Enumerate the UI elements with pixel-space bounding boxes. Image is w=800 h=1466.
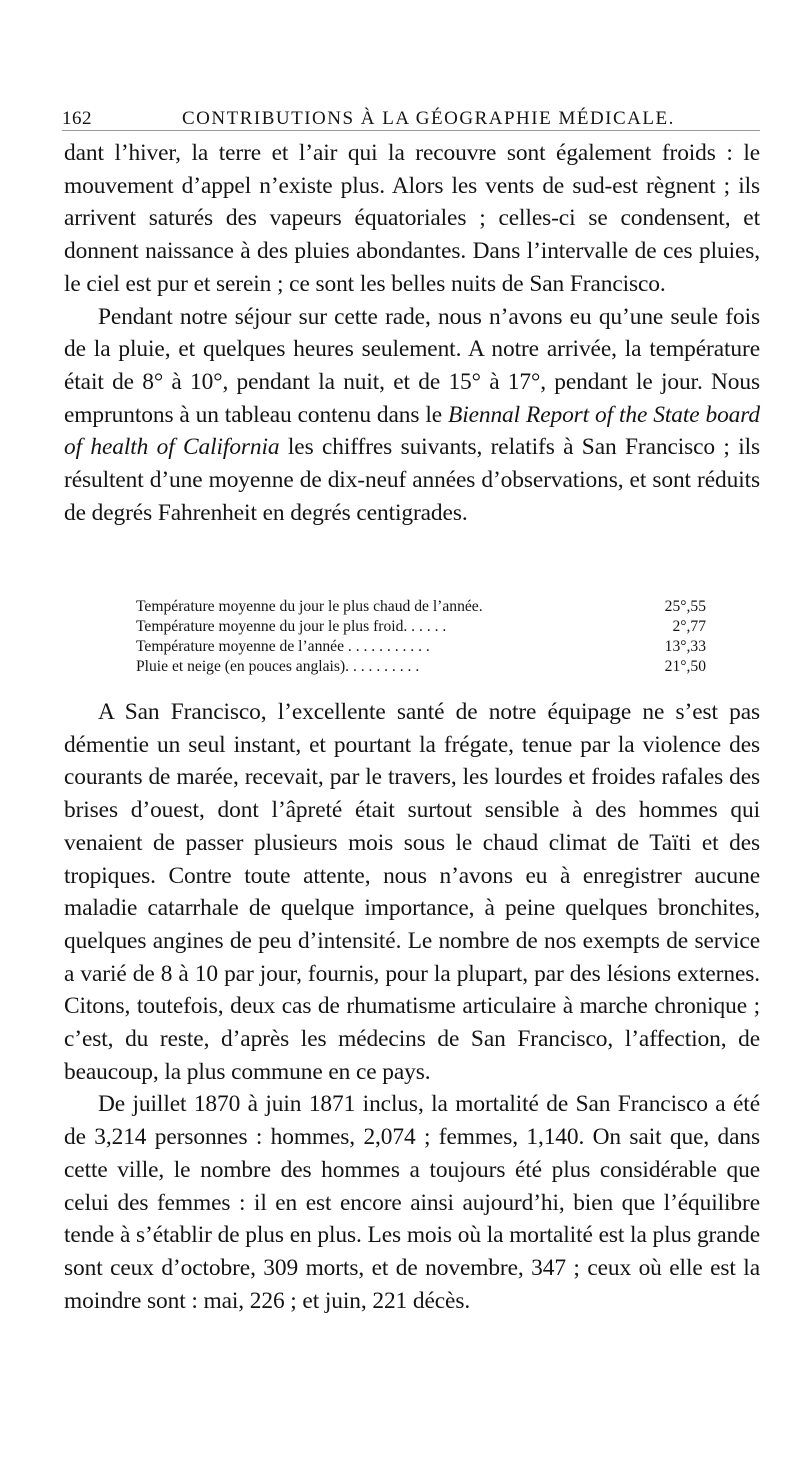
paragraph: dant l’hiver, la terre et l’air qui la recouvre sont également froids : le mouvement d’appel n’existe plus. Alors les vents de sud-est règnent ; ils arrivent saturés des vapeurs équatoriales ; celles-ci se condensent, et donnent naissance à des pluies abondantes. Dans l’intervalle de ces pluies, le ciel est pur et serein ; ce sont les belles nuits de San Francisco. xyxy=(64,140,760,297)
header-rule xyxy=(62,130,760,131)
table-row xyxy=(136,657,706,677)
row-label: Température moyenne du jour le plus chaud de l’année. xyxy=(136,598,483,615)
climate-table xyxy=(136,597,706,677)
row-value: 25°,55 xyxy=(664,598,706,615)
table-row xyxy=(136,637,706,657)
table-row xyxy=(136,597,706,617)
row-value: 2°,77 xyxy=(672,618,706,635)
table-row xyxy=(136,617,706,637)
paragraph: A San Francisco, l’excellente santé de notre équipage ne s’est pas démentie un seul instant, et pourtant la frégate, tenue par la violence des courants de marée, recevait, par le travers, les lourdes et froides rafales des brises d’ouest, dont l’âpreté était surtout sensible à des hommes qui venaient de passer plusieurs mois sous le chaud climat de Taïti et des tropiques. Contre toute attente, nous n’avons eu à enregistrer aucune maladie catarrhale de quelque importance, à peine quelques bronchites, quelques angines de peu d’intensité. Le nombre de nos exempts de service a varié de 8 à 10 par jour, fournis, pour la plupart, par des lésions externes. Citons, toutefois, deux cas de rhumatisme articulaire à marche chronique ; c’est, du reste, d’après les médecins de San Francisco, l’affection, de beaucoup, la plus commune en ce pays. xyxy=(64,699,760,1085)
book-page xyxy=(50,0,760,1466)
row-label: Température moyenne du jour le plus froid. . . . . . xyxy=(136,618,447,635)
text-block-bottom xyxy=(64,696,760,1317)
row-label: Pluie et neige (en pouces anglais). . . . . . . . . . xyxy=(136,658,420,675)
running-title: CONTRIBUTIONS À LA GÉOGRAPHIE MÉDICALE. xyxy=(182,108,675,129)
page-number: 162 xyxy=(62,108,92,129)
paragraph-text: les chiffres suivants, relatifs à San Francisco ; ils résultent d’une moyenne de dix-neuf années d’observations, et sont réduits de degrés Fahrenheit en degrés centigrades. xyxy=(64,434,760,526)
row-label: Température moyenne de l’année . . . . . . . . . . . xyxy=(136,638,430,655)
text-block-top xyxy=(64,137,760,529)
paragraph: De juillet 1870 à juin 1871 inclus, la mortalité de San Francisco a été de 3,214 personnes : hommes, 2,074 ; femmes, 1,140. On sait que, dans cette ville, le nombre des hommes a toujours été plus considérable que celui des femmes : il en est encore ainsi aujourd’hi, bien que l’équilibre tende à s’établir de plus en plus. Les mois où la mortalité est la plus grande sont ceux d’octobre, 309 morts, et de novembre, 347 ; ceux où elle est la moindre sont : mai, 226 ; et juin, 221 décès. xyxy=(64,1091,760,1314)
row-value: 13°,33 xyxy=(664,638,706,655)
row-value: 21°,50 xyxy=(664,658,706,675)
report-title: Biennal Report of the State board of health of California xyxy=(64,401,760,461)
paragraph-text: Pendant notre séjour sur cette rade, nous n’avons eu qu’une seule fois de la pluie, et quelques heures seulement. A notre arrivée, la température était de 8° à 10°, pendant la nuit, et de 15° à 17°, pendant le jour. Nous empruntons à un tableau contenu dans le xyxy=(64,303,760,428)
paragraph-with-title xyxy=(64,301,760,530)
